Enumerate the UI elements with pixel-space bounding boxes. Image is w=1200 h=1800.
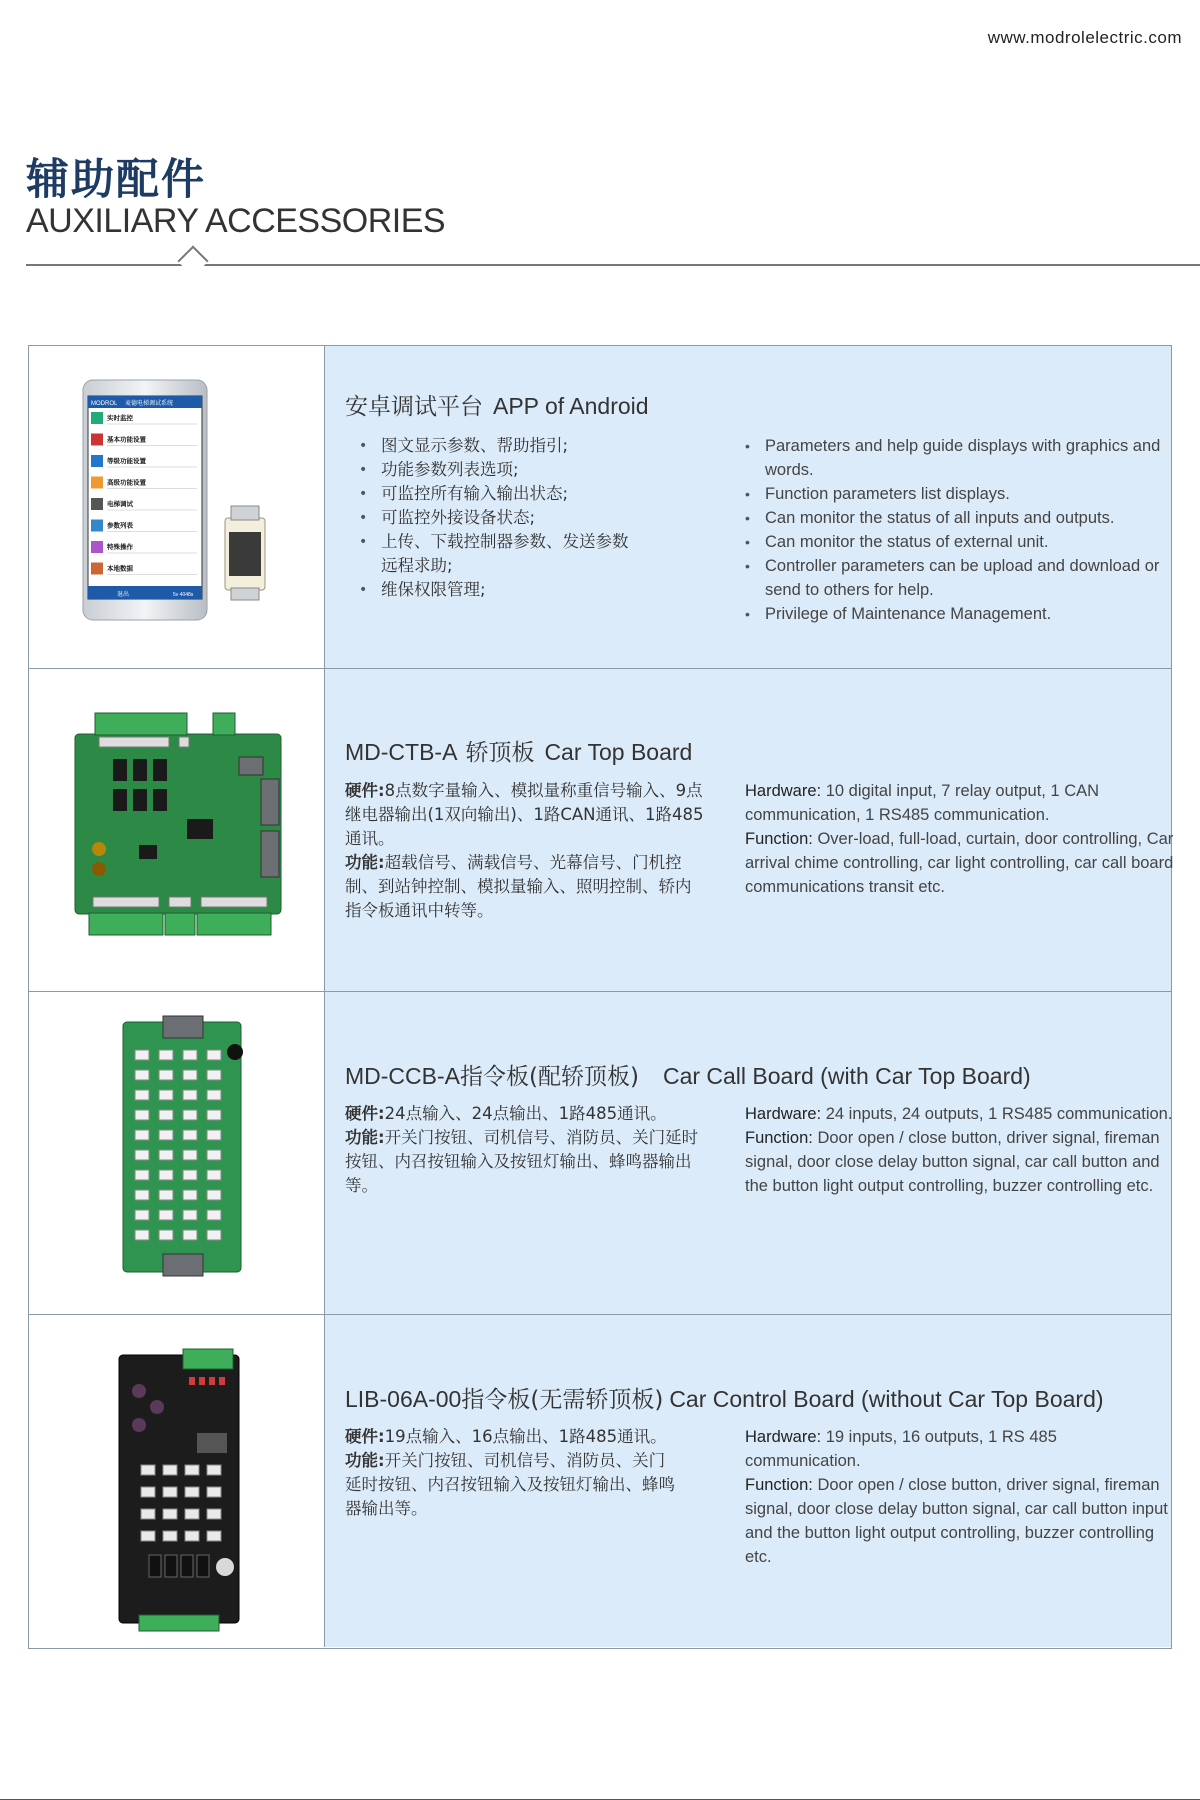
- function-label-cn: 功能:: [345, 853, 385, 872]
- connector: [159, 1190, 173, 1200]
- product-row-lib-06a-00: [29, 1315, 1171, 1647]
- phone-menu-item-icon: [91, 477, 103, 489]
- title-divider-notch: [177, 245, 208, 276]
- product-heading: [345, 1058, 1031, 1091]
- hardware-spec-cn: [345, 1102, 705, 1126]
- connector: [207, 1190, 221, 1200]
- connector: [163, 1509, 177, 1519]
- hardware-label-cn: 硬件:: [345, 781, 385, 800]
- connector: [207, 1509, 221, 1519]
- product-info-panel: [325, 346, 1171, 668]
- android-phone-image: [29, 346, 325, 669]
- function-spec-en: [745, 1473, 1175, 1569]
- list-item: • Can monitor the status of all inputs and outputs.: [745, 506, 1175, 530]
- list-item: • 上传、下载控制器参数、发送参数远程求助;: [345, 530, 631, 578]
- product-image-cell: [29, 1315, 325, 1647]
- car-top-board-image: [29, 669, 325, 992]
- feature-list-cn: [345, 434, 695, 602]
- function-text-cn: 开关门按钮、司机信号、消防员、关门延时按钮、内召按钮输入及按钮灯输出、蜂鸣器输出等。: [345, 1128, 699, 1195]
- hardware-text-en: 10 digital input, 7 relay output, 1 CAN communication, 1 RS485 communication.: [745, 782, 1100, 824]
- product-row-android-app: [29, 346, 1171, 669]
- hardware-label-en: Hardware:: [745, 1428, 822, 1446]
- list-item: • Can monitor the status of external unit.: [745, 530, 1175, 554]
- list-item: • 可监控所有输入输出状态;: [345, 482, 695, 506]
- connector: [183, 1190, 197, 1200]
- connector: [183, 1070, 197, 1080]
- car-control-board-image: [29, 1315, 325, 1647]
- connector: [135, 1110, 149, 1120]
- product-image-cell: [29, 346, 325, 668]
- phone-menu-item: 高级功能设置: [107, 478, 146, 487]
- connector: [207, 1050, 221, 1060]
- connector: [183, 1230, 197, 1240]
- list-item: • 功能参数列表选项;: [345, 458, 695, 482]
- function-spec-cn: [345, 851, 705, 923]
- connector: [135, 1190, 149, 1200]
- hardware-spec-en: [745, 779, 1175, 827]
- phone-menu-item: 电梯调试: [107, 500, 133, 508]
- connector: [135, 1230, 149, 1240]
- phone-footer-right: 5v 4048s: [173, 592, 194, 598]
- connector: [185, 1509, 199, 1519]
- function-text-en: Over-load, full-load, curtain, door controlling, Car arrival chime controlling, car light controlling, car call board communications transit etc.: [745, 830, 1174, 896]
- site-url[interactable]: www.modrolelectric.com: [987, 28, 1182, 47]
- function-label-en: Function:: [745, 1129, 813, 1147]
- connector: [185, 1531, 199, 1541]
- list-item: • Function parameters list displays.: [745, 482, 1175, 506]
- phone-title: 麦德电梯调试系统: [125, 400, 174, 407]
- hardware-spec-en: [745, 1425, 1175, 1473]
- phone-menu-item-icon: [91, 520, 103, 532]
- connector: [207, 1170, 221, 1180]
- product-image-cell: [29, 669, 325, 991]
- function-label-en: Function:: [745, 1476, 813, 1494]
- function-spec-cn: [345, 1126, 705, 1198]
- connector: [135, 1150, 149, 1160]
- phone-menu-item-icon: [91, 541, 103, 553]
- hardware-label-cn: 硬件:: [345, 1427, 385, 1446]
- connector: [207, 1531, 221, 1541]
- product-code: LIB-06A-00: [345, 1386, 462, 1412]
- connector: [207, 1090, 221, 1100]
- spec-cn: [345, 1425, 675, 1521]
- connector: [163, 1487, 177, 1497]
- connector: [163, 1465, 177, 1475]
- product-name-cn: 指令板(无需轿顶板): [461, 1387, 664, 1413]
- hardware-text-en: 24 inputs, 24 outputs, 1 RS485 communication.: [825, 1105, 1173, 1123]
- connector: [163, 1531, 177, 1541]
- product-name-en: Car Top Board: [544, 739, 693, 765]
- connector: [159, 1110, 173, 1120]
- product-heading: [345, 1381, 1104, 1414]
- function-text-en: Door open / close button, driver signal, fireman signal, door close delay button signal, car call button and the button light output controlling, buzzer controlling etc.: [745, 1129, 1160, 1195]
- connector: [141, 1465, 155, 1475]
- spec-en: [745, 1102, 1175, 1198]
- connector: [135, 1050, 149, 1060]
- function-label-en: Function:: [745, 830, 813, 848]
- connector: [183, 1090, 197, 1100]
- phone-menu-item: 基本功能设置: [107, 435, 146, 444]
- connector: [207, 1210, 221, 1220]
- product-row-md-ccb-a: [29, 992, 1171, 1315]
- function-spec-en: [745, 1126, 1175, 1198]
- function-text-en: Door open / close button, driver signal, fireman signal, door close delay button signal, car call button input and the button light output controlling, buzzer controlling etc.: [745, 1476, 1168, 1566]
- function-label-cn: 功能:: [345, 1451, 385, 1470]
- connector: [141, 1487, 155, 1497]
- phone-menu-item: 等级功能设置: [107, 457, 146, 465]
- connector: [183, 1170, 197, 1180]
- connector: [135, 1210, 149, 1220]
- spec-en: [745, 779, 1175, 899]
- product-image-cell: [29, 992, 325, 1314]
- hardware-text-cn: 8点数字量输入、模拟量称重信号输入、9点继电器输出(1双向输出)、1路CAN通讯、1路485通讯。: [345, 781, 704, 848]
- connector: [135, 1070, 149, 1080]
- connector: [159, 1050, 173, 1060]
- connector: [159, 1170, 173, 1180]
- page-title-en: AUXILIARY ACCESSORIES: [26, 202, 446, 240]
- connector: [183, 1210, 197, 1220]
- list-item: • Privilege of Maintenance Management.: [745, 602, 1175, 626]
- connector: [135, 1170, 149, 1180]
- connector: [135, 1090, 149, 1100]
- function-spec-en: [745, 827, 1175, 899]
- phone-menu-item: 参数列表: [107, 521, 133, 530]
- hardware-spec-cn: [345, 779, 705, 851]
- car-call-board-image: [29, 992, 325, 1315]
- connector: [207, 1150, 221, 1160]
- connector: [159, 1230, 173, 1240]
- connector: [141, 1531, 155, 1541]
- connector: [207, 1130, 221, 1140]
- hardware-text-cn: 24点输入、24点输出、1路485通讯。: [384, 1104, 667, 1123]
- connector: [159, 1090, 173, 1100]
- product-row-md-ctb-a: [29, 669, 1174, 992]
- hardware-label-en: Hardware:: [745, 1105, 822, 1123]
- phone-footer-left: 退出: [117, 591, 130, 598]
- product-code: MD-CCB-A: [345, 1063, 460, 1089]
- phone-menu-item: 实时监控: [107, 414, 133, 422]
- function-label-cn: 功能:: [345, 1128, 385, 1147]
- page-title-cn: 辅助配件: [26, 155, 206, 205]
- connector: [141, 1509, 155, 1519]
- product-name-en: Car Control Board (without Car Top Board): [669, 1386, 1104, 1412]
- product-info-panel: [325, 669, 1174, 991]
- spec-cn: [345, 779, 705, 923]
- connector: [185, 1465, 199, 1475]
- connector: [159, 1130, 173, 1140]
- phone-menu-item-icon: [91, 434, 103, 446]
- phone-menu-item-icon: [91, 412, 103, 424]
- connector: [159, 1150, 173, 1160]
- hardware-spec-cn: [345, 1425, 675, 1449]
- product-name-cn: 轿顶板: [465, 740, 535, 766]
- hardware-label-en: Hardware:: [745, 782, 822, 800]
- hardware-text-en: 19 inputs, 16 outputs, 1 RS 485 communication.: [745, 1428, 1057, 1470]
- connector: [207, 1230, 221, 1240]
- product-name-cn: 指令板(配轿顶板): [460, 1064, 639, 1090]
- product-name-cn: 安卓调试平台: [345, 394, 483, 420]
- connector: [207, 1487, 221, 1497]
- phone-menu-item-icon: [91, 498, 103, 510]
- product-name-en: APP of Android: [493, 393, 649, 419]
- connector: [207, 1070, 221, 1080]
- spec-cn: [345, 1102, 705, 1198]
- phone-menu-item-icon: [91, 455, 103, 467]
- phone-menu-item: 本地数据: [107, 564, 133, 573]
- connector: [159, 1070, 173, 1080]
- connector: [183, 1050, 197, 1060]
- product-heading: [345, 734, 692, 767]
- connector: [207, 1110, 221, 1120]
- product-table: [28, 345, 1172, 1649]
- connector: [159, 1210, 173, 1220]
- hardware-spec-en: [745, 1102, 1175, 1126]
- connector: [183, 1130, 197, 1140]
- feature-list-en: [745, 434, 1175, 626]
- spec-en: [745, 1425, 1175, 1569]
- product-name-en: Car Call Board (with Car Top Board): [662, 1063, 1031, 1089]
- product-info-panel: [325, 992, 1171, 1314]
- phone-menu-item: 特殊操作: [107, 543, 133, 551]
- connector: [135, 1130, 149, 1140]
- list-item: • 维保权限管理;: [345, 578, 695, 602]
- phone-menu-item-icon: [91, 563, 103, 575]
- product-heading: [345, 388, 649, 421]
- hardware-label-cn: 硬件:: [345, 1104, 385, 1123]
- hardware-text-cn: 19点输入、16点输出、1路485通讯。: [384, 1427, 667, 1446]
- list-item: • Parameters and help guide displays with graphics and words.: [745, 434, 1175, 482]
- product-info-panel: [325, 1315, 1171, 1647]
- phone-brand: MODROL: [91, 401, 118, 407]
- list-item: • 图文显示参数、帮助指引;: [345, 434, 695, 458]
- function-spec-cn: [345, 1449, 675, 1521]
- list-item: • 可监控外接设备状态;: [345, 506, 695, 530]
- connector: [207, 1465, 221, 1475]
- connector: [183, 1110, 197, 1120]
- product-code: MD-CTB-A: [345, 739, 458, 765]
- connector: [183, 1150, 197, 1160]
- function-text-cn: 超载信号、满载信号、光幕信号、门机控制、到站钟控制、模拟量输入、照明控制、轿内指令板通讯中转等。: [345, 853, 692, 920]
- function-text-cn: 开关门按钮、司机信号、消防员、关门延时按钮、内召按钮输入及按钮灯输出、蜂鸣器输出等。: [345, 1451, 675, 1518]
- list-item: • Controller parameters can be upload and download or send to others for help.: [745, 554, 1175, 602]
- connector: [185, 1487, 199, 1497]
